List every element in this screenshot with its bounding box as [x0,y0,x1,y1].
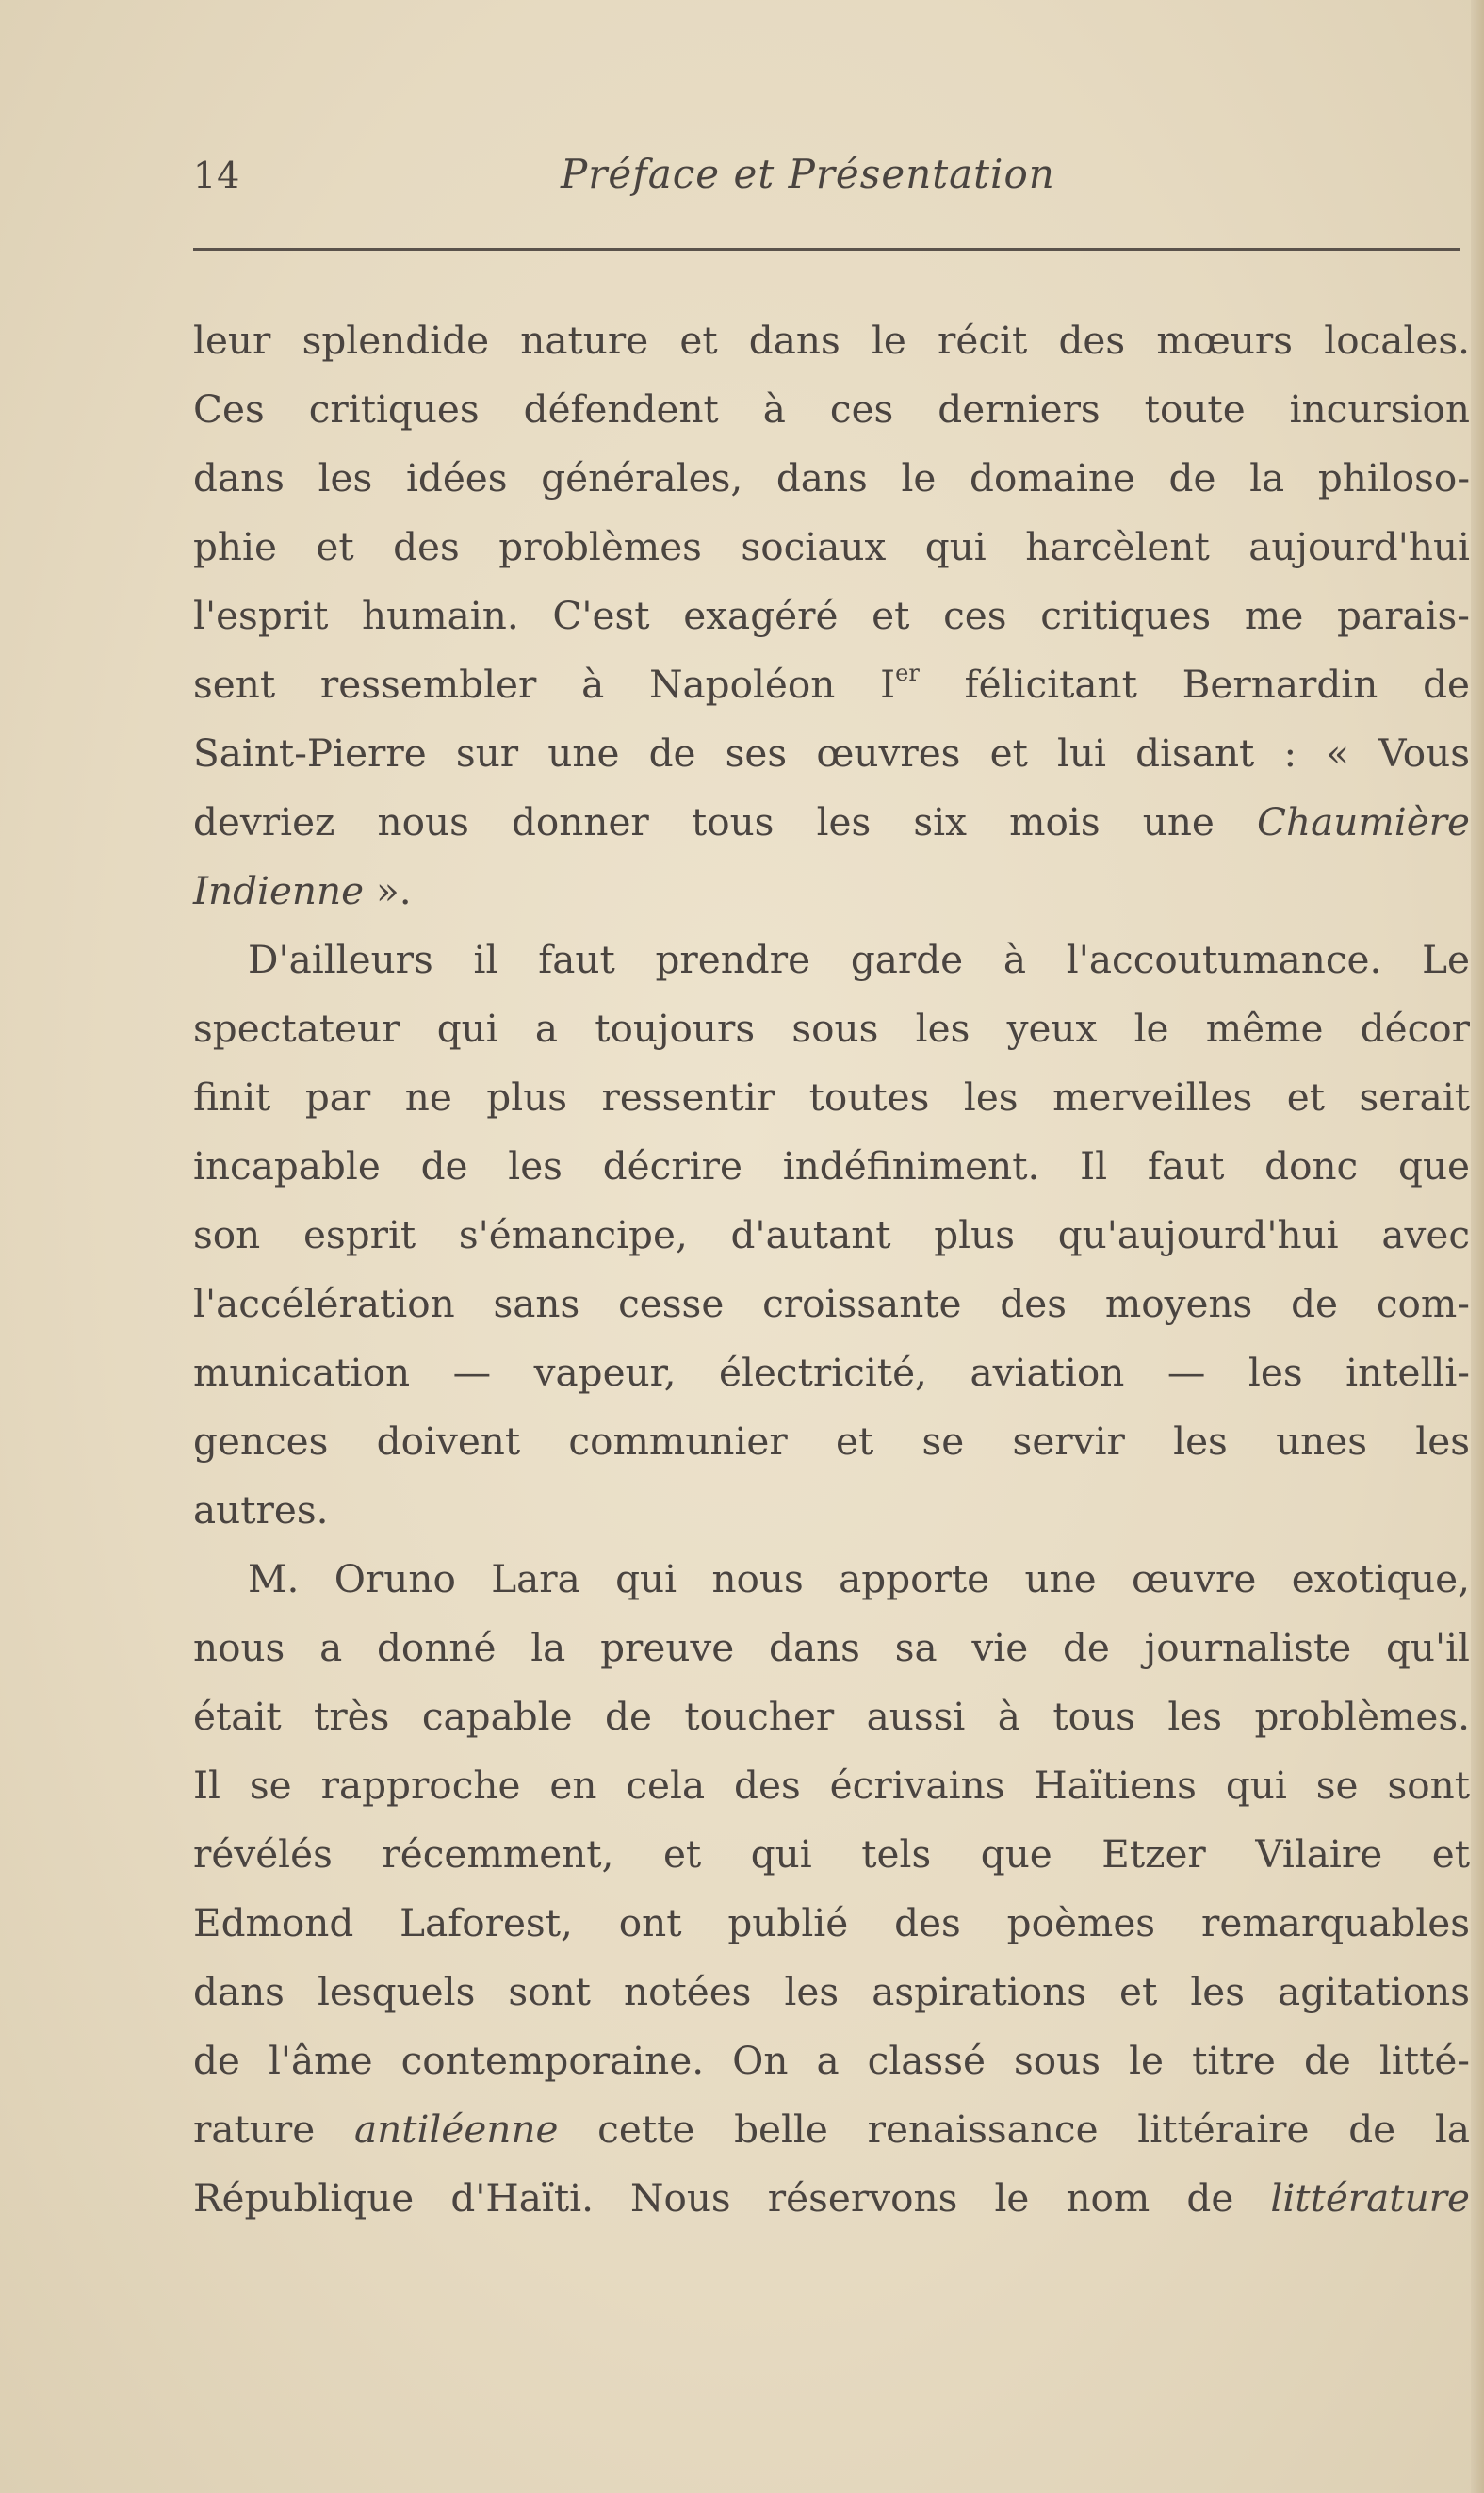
text-segment: sent ressembler à Napoléon I [193,662,896,707]
italic-term: antiléenne [353,2107,559,2152]
paragraph-start: M. Oruno Lara qui nous apporte une œuvre exotique, [248,1556,1470,1601]
text-line: leur splendide nature et dans le récit des mœurs locales. [193,318,1470,363]
text-line: nous a donné la preuve dans sa vie de journaliste qu'il [193,1625,1470,1670]
text-line [193,2164,1470,2233]
text-line: autres. [193,1487,329,1533]
text-line [193,857,1470,926]
text-line: dans lesquels sont notées les aspirations et les agitations [193,1969,1470,2014]
text-line: incapable de les décrire indéfiniment. Il faut donc que [193,1143,1470,1189]
superscript: er [895,660,920,686]
text-line [193,2095,1470,2164]
text-line: spectateur qui a toujours sous les yeux le même décor [193,1006,1470,1051]
text-line: phie et des problèmes sociaux qui harcèlent aujourd'hui [193,524,1470,569]
text-segment: félicitant Bernardin de [919,662,1470,707]
text-segment: rature [193,2107,354,2152]
header-rule [193,248,1460,251]
text-line: révélés récemment, et qui tels que Etzer Vilaire et [193,1831,1470,1877]
text-line: gences doivent communier et se servir les unes les [193,1419,1470,1464]
text-line: l'accélération sans cesse croissante des moyens de com- [193,1281,1470,1326]
italic-term: littérature [1270,2175,1470,2221]
text-line: son esprit s'émancipe, d'autant plus qu'aujourd'hui avec [193,1212,1470,1257]
text-line: était très capable de toucher aussi à tous les problèmes. [193,1694,1470,1739]
text-line: de l'âme contemporaine. On a classé sous le titre de litté- [193,2038,1470,2083]
running-header [193,151,1456,207]
text-line: l'esprit humain. C'est exagéré et ces critiques me parais- [193,593,1470,638]
text-line: Edmond Laforest, ont publié des poèmes remarquables [193,1900,1470,1945]
body-text [193,306,1470,2233]
text-line: Saint-Pierre sur une de ses œuvres et lui disant : « Vous [193,730,1470,776]
page-edge [1471,0,1484,2493]
text-segment: cette belle renaissance littéraire de la [558,2107,1470,2152]
text-line: munication — vapeur, électricité, aviation — les intelli- [193,1350,1470,1395]
italic-title: Indienne [193,868,365,913]
italic-title: Chaumière [1257,799,1470,845]
page-number: 14 [193,155,241,196]
text-line: finit par ne plus ressentir toutes les merveilles et serait [193,1074,1470,1120]
text-line: dans les idées générales, dans le domaine de la philoso- [193,455,1470,500]
text-segment: ». [364,868,412,913]
text-line [193,650,1470,719]
text-line: Ces critiques défendent à ces derniers toute incursion [193,386,1470,432]
text-line: Il se rapproche en cela des écrivains Haïtiens qui se sont [193,1763,1470,1808]
text-segment: devriez nous donner tous les six mois une [193,799,1258,845]
running-title: Préface et Présentation [561,151,1055,197]
text-segment: République d'Haïti. Nous réservons le nom de [193,2175,1271,2221]
text-line [193,788,1470,857]
paragraph-start: D'ailleurs il faut prendre garde à l'accoutumance. Le [248,937,1470,982]
